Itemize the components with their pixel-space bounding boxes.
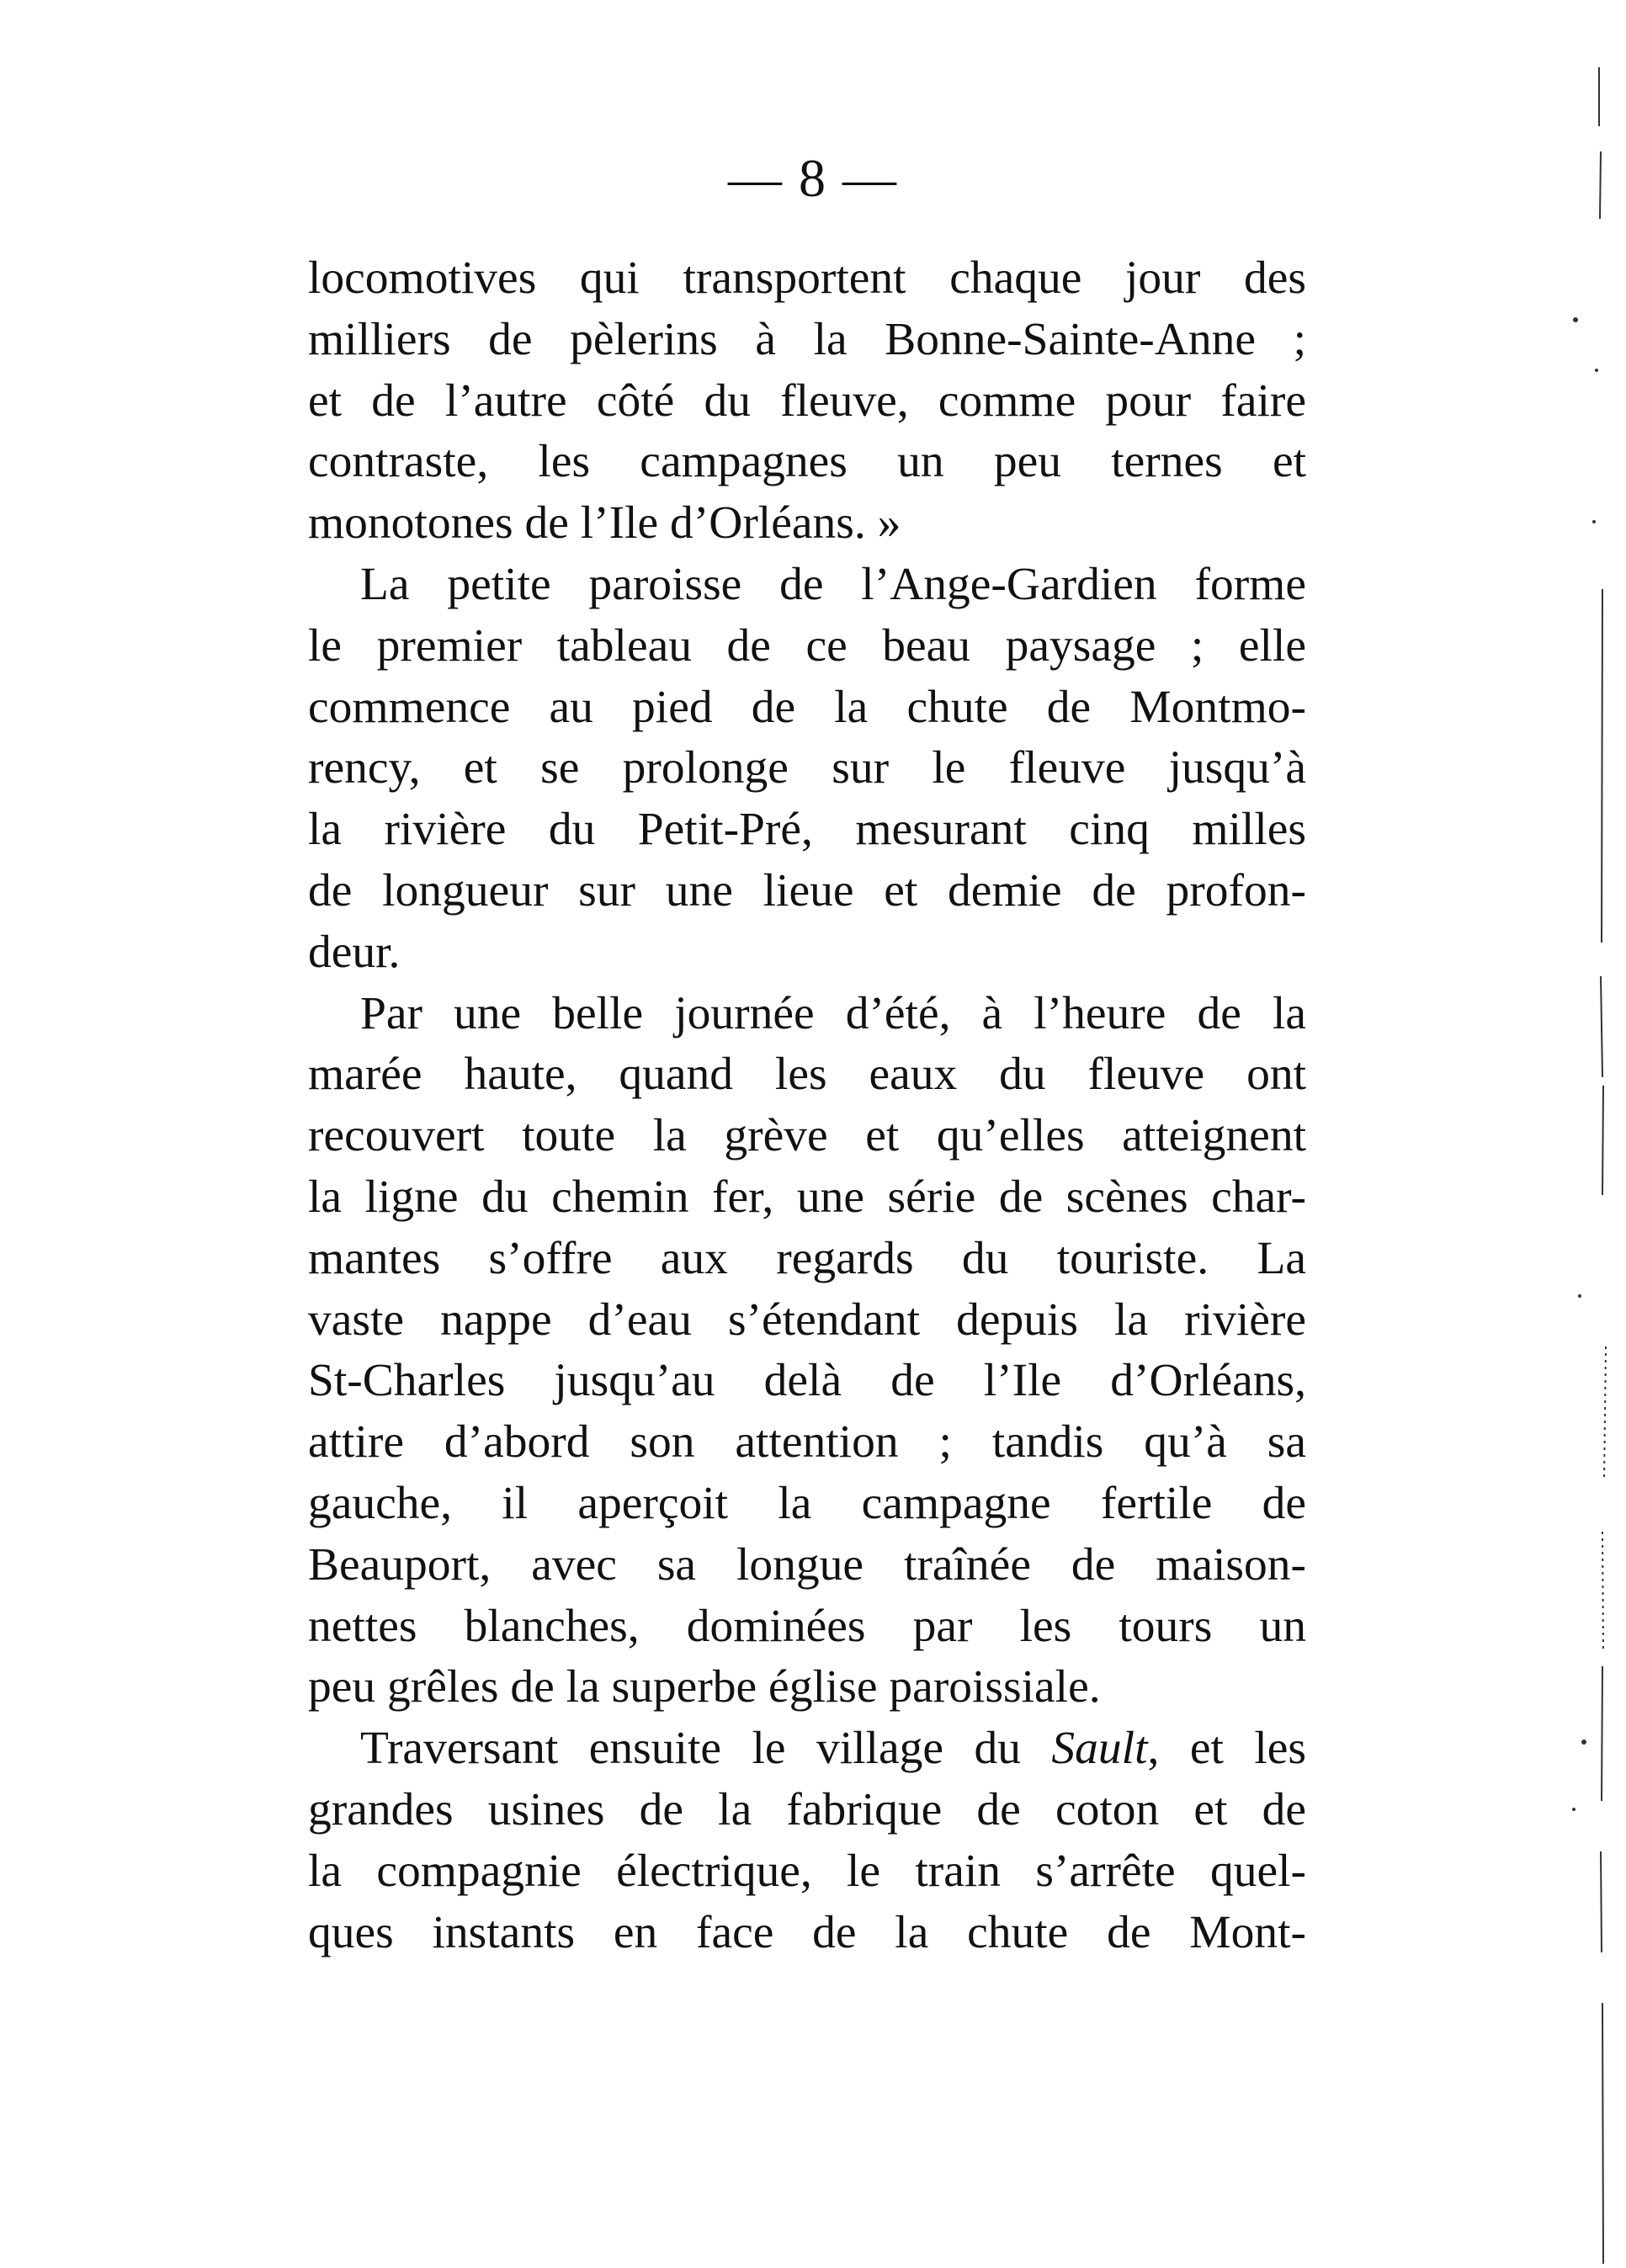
text-line: St-Charles jusqu’au delà de l’Ile d’Orléans, [308,1355,1306,1407]
paragraph-3 [308,984,1306,1719]
text-run: Traversant ensuite le village du [360,1723,1052,1775]
text-line: deur. [308,926,401,978]
text-line: attire d’abord son attention ; tandis qu’à sa [308,1416,1306,1469]
text-line: vaste nappe d’eau s’étendant depuis la rivière [308,1293,1306,1346]
page-number: — 8 — [728,148,898,208]
text-line: Beauport, avec sa longue traînée de maison- [308,1538,1306,1591]
text-line: nettes blanches, dominées par les tours un [308,1600,1306,1652]
text-line: peu grêles de la superbe église paroissiale. [308,1661,1101,1713]
text-line: commence au pied de la chute de Montmo- [308,681,1306,733]
text-line: recouvert toute la grève et qu’elles atteignent [308,1110,1306,1162]
text-line: monotones de l’Ile d’Orléans. » [308,497,901,550]
text-line: milliers de pèlerins à la Bonne-Sainte-Anne ; [308,313,1306,365]
text-line: la compagnie électrique, le train s’arrête quel- [308,1845,1306,1897]
text-line: ques instants en face de la chute de Mont- [308,1906,1306,1958]
text-line: et de l’autre côté du fleuve, comme pour faire [308,374,1306,427]
text-line: le premier tableau de ce beau paysage ; elle [308,619,1306,672]
paragraph-4 [308,1718,1306,1963]
text-line: mantes s’offre aux regards du touriste. La [308,1232,1306,1284]
body-text [308,248,1306,1963]
text-line: contraste, les campagnes un peu ternes et [308,436,1306,488]
paragraph-2 [308,555,1306,984]
text-line: gauche, il aperçoit la campagne fertile de [308,1477,1306,1529]
text-line: La petite paroisse de l’Ange-Gardien forme [360,558,1306,610]
text-line: rency, et se prolonge sur le fleuve jusqu’à [308,742,1306,794]
text-run: , et les [1147,1723,1306,1775]
text-line: de longueur sur une lieue et demie de profon- [308,864,1306,916]
text-line: la rivière du Petit-Pré, mesurant cinq milles [308,804,1306,856]
text-line: locomotives qui transportent chaque jour des [308,252,1306,304]
text-line: la ligne du chemin fer, une série de scènes char- [308,1171,1306,1223]
text-line [308,1718,1306,1780]
italic-place-name: Sault [1051,1723,1148,1775]
text-line: Par une belle journée d’été, à l’heure de la [360,987,1306,1039]
paragraph-1 [308,248,1306,555]
text-line: marée haute, quand les eaux du fleuve ont [308,1049,1306,1101]
text-line: grandes usines de la fabrique de coton et de [308,1783,1306,1835]
scan-edge-artifact [1550,0,1626,2268]
